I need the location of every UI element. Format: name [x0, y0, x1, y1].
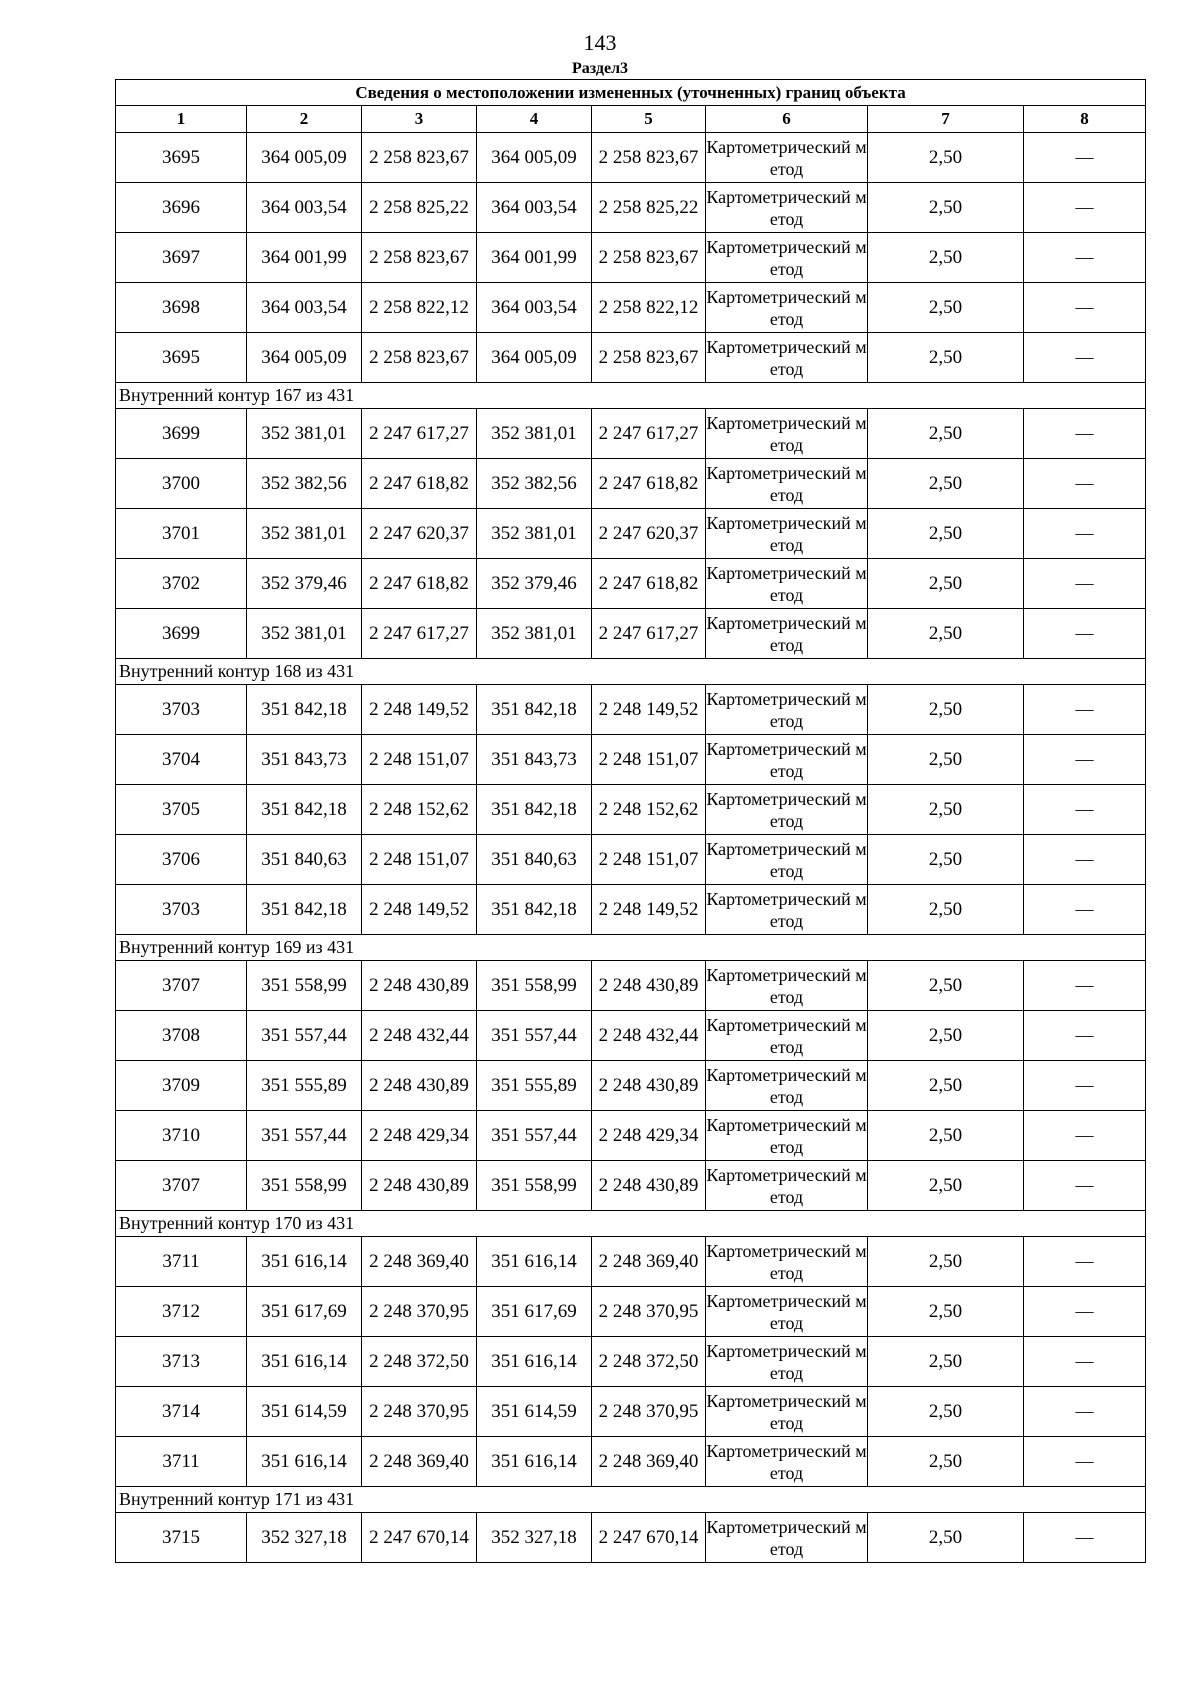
contour-header-row	[116, 1487, 1146, 1513]
point-number-cell: 3703	[116, 685, 247, 735]
point-number-cell: 3696	[116, 183, 247, 233]
accuracy-value-cell: 2,50	[868, 1437, 1024, 1487]
section-title: Раздел3	[571, 60, 629, 77]
column-header: 4	[477, 106, 592, 133]
point-number-cell: 3712	[116, 1287, 247, 1337]
accuracy-value-cell: 2,50	[868, 459, 1024, 509]
accuracy-value-cell: 2,50	[868, 409, 1024, 459]
x-coordinate-cell: 351 558,99	[247, 1161, 362, 1211]
y-coordinate-cell: 2 248 370,95	[362, 1287, 477, 1337]
table-row	[116, 1287, 1146, 1337]
point-number-cell: 3714	[116, 1387, 247, 1437]
x-coordinate-cell: 351 616,14	[247, 1437, 362, 1487]
table-row	[116, 333, 1146, 383]
y-coordinate-refined-cell: 2 248 149,52	[592, 885, 706, 935]
x-coordinate-cell: 352 381,01	[247, 509, 362, 559]
y-coordinate-cell: 2 248 149,52	[362, 685, 477, 735]
description-cell: —	[1024, 785, 1146, 835]
y-coordinate-refined-cell: 2 247 617,27	[592, 609, 706, 659]
x-coordinate-refined-cell: 364 005,09	[477, 133, 592, 183]
y-coordinate-cell: 2 248 370,95	[362, 1387, 477, 1437]
determination-method-cell: Картометрический метод	[706, 1387, 868, 1437]
table-row	[116, 835, 1146, 885]
description-cell: —	[1024, 333, 1146, 383]
y-coordinate-refined-cell: 2 248 370,95	[592, 1387, 706, 1437]
contour-label: Внутренний контур 169 из 431	[116, 935, 1146, 961]
accuracy-value-cell: 2,50	[868, 885, 1024, 935]
point-number-cell: 3699	[116, 409, 247, 459]
description-cell: —	[1024, 1387, 1146, 1437]
x-coordinate-cell: 352 327,18	[247, 1513, 362, 1563]
table-row	[116, 735, 1146, 785]
table-row	[116, 1111, 1146, 1161]
determination-method-cell: Картометрический метод	[706, 283, 868, 333]
y-coordinate-refined-cell: 2 258 823,67	[592, 333, 706, 383]
table-row	[116, 1387, 1146, 1437]
column-header: 7	[868, 106, 1024, 133]
table-row	[116, 1337, 1146, 1387]
description-cell: —	[1024, 685, 1146, 735]
accuracy-value-cell: 2,50	[868, 1161, 1024, 1211]
x-coordinate-cell: 351 616,14	[247, 1337, 362, 1387]
determination-method-cell: Картометрический метод	[706, 1513, 868, 1563]
description-cell: —	[1024, 1287, 1146, 1337]
y-coordinate-refined-cell: 2 247 620,37	[592, 509, 706, 559]
determination-method-cell: Картометрический метод	[706, 1237, 868, 1287]
determination-method-cell: Картометрический метод	[706, 459, 868, 509]
description-cell: —	[1024, 233, 1146, 283]
y-coordinate-cell: 2 248 430,89	[362, 961, 477, 1011]
accuracy-value-cell: 2,50	[868, 961, 1024, 1011]
x-coordinate-refined-cell: 351 843,73	[477, 735, 592, 785]
description-cell: —	[1024, 1437, 1146, 1487]
table-row	[116, 409, 1146, 459]
y-coordinate-refined-cell: 2 248 430,89	[592, 961, 706, 1011]
y-coordinate-cell: 2 248 149,52	[362, 885, 477, 935]
determination-method-cell: Картометрический метод	[706, 685, 868, 735]
y-coordinate-cell: 2 248 372,50	[362, 1337, 477, 1387]
determination-method-cell: Картометрический метод	[706, 133, 868, 183]
contour-label: Внутренний контур 170 из 431	[116, 1211, 1146, 1237]
x-coordinate-refined-cell: 364 003,54	[477, 283, 592, 333]
point-number-cell: 3697	[116, 233, 247, 283]
determination-method-cell: Картометрический метод	[706, 1437, 868, 1487]
x-coordinate-refined-cell: 351 842,18	[477, 785, 592, 835]
x-coordinate-cell: 351 558,99	[247, 961, 362, 1011]
x-coordinate-refined-cell: 364 001,99	[477, 233, 592, 283]
page-number: 143	[583, 30, 617, 55]
point-number-cell: 3700	[116, 459, 247, 509]
point-number-cell: 3710	[116, 1111, 247, 1161]
table-body	[116, 133, 1146, 1563]
x-coordinate-cell: 351 842,18	[247, 885, 362, 935]
description-cell: —	[1024, 559, 1146, 609]
x-coordinate-refined-cell: 351 558,99	[477, 1161, 592, 1211]
x-coordinate-cell: 351 840,63	[247, 835, 362, 885]
point-number-cell: 3707	[116, 1161, 247, 1211]
x-coordinate-refined-cell: 351 842,18	[477, 685, 592, 735]
y-coordinate-refined-cell: 2 248 430,89	[592, 1061, 706, 1111]
y-coordinate-cell: 2 248 430,89	[362, 1161, 477, 1211]
y-coordinate-cell: 2 248 430,89	[362, 1061, 477, 1111]
description-cell: —	[1024, 609, 1146, 659]
point-number-cell: 3713	[116, 1337, 247, 1387]
point-number-cell: 3703	[116, 885, 247, 935]
x-coordinate-cell: 352 381,01	[247, 609, 362, 659]
x-coordinate-cell: 364 003,54	[247, 183, 362, 233]
accuracy-value-cell: 2,50	[868, 1061, 1024, 1111]
y-coordinate-cell: 2 247 618,82	[362, 559, 477, 609]
determination-method-cell: Картометрический метод	[706, 1061, 868, 1111]
x-coordinate-refined-cell: 351 557,44	[477, 1011, 592, 1061]
x-coordinate-cell: 351 555,89	[247, 1061, 362, 1111]
contour-label: Внутренний контур 167 из 431	[116, 383, 1146, 409]
y-coordinate-cell: 2 247 620,37	[362, 509, 477, 559]
contour-label: Внутренний контур 171 из 431	[116, 1487, 1146, 1513]
description-cell: —	[1024, 1011, 1146, 1061]
column-number-row	[116, 106, 1146, 133]
description-cell: —	[1024, 1237, 1146, 1287]
determination-method-cell: Картометрический метод	[706, 961, 868, 1011]
x-coordinate-cell: 364 005,09	[247, 133, 362, 183]
y-coordinate-cell: 2 258 823,67	[362, 333, 477, 383]
determination-method-cell: Картометрический метод	[706, 183, 868, 233]
column-header: 2	[247, 106, 362, 133]
accuracy-value-cell: 2,50	[868, 609, 1024, 659]
table-row	[116, 233, 1146, 283]
determination-method-cell: Картометрический метод	[706, 785, 868, 835]
x-coordinate-refined-cell: 351 840,63	[477, 835, 592, 885]
determination-method-cell: Картометрический метод	[706, 835, 868, 885]
column-header: 5	[592, 106, 706, 133]
table-row	[116, 1437, 1146, 1487]
point-number-cell: 3698	[116, 283, 247, 333]
description-cell: —	[1024, 459, 1146, 509]
accuracy-value-cell: 2,50	[868, 1237, 1024, 1287]
point-number-cell: 3695	[116, 333, 247, 383]
x-coordinate-refined-cell: 352 327,18	[477, 1513, 592, 1563]
determination-method-cell: Картометрический метод	[706, 735, 868, 785]
y-coordinate-refined-cell: 2 247 618,82	[592, 559, 706, 609]
contour-header-row	[116, 383, 1146, 409]
determination-method-cell: Картометрический метод	[706, 233, 868, 283]
y-coordinate-refined-cell: 2 247 618,82	[592, 459, 706, 509]
column-header: 3	[362, 106, 477, 133]
description-cell: —	[1024, 1161, 1146, 1211]
table-row	[116, 133, 1146, 183]
column-header: 6	[706, 106, 868, 133]
x-coordinate-refined-cell: 351 614,59	[477, 1387, 592, 1437]
y-coordinate-refined-cell: 2 248 372,50	[592, 1337, 706, 1387]
y-coordinate-refined-cell: 2 248 369,40	[592, 1237, 706, 1287]
y-coordinate-refined-cell: 2 248 430,89	[592, 1161, 706, 1211]
x-coordinate-cell: 364 003,54	[247, 283, 362, 333]
y-coordinate-cell: 2 258 823,67	[362, 233, 477, 283]
accuracy-value-cell: 2,50	[868, 1337, 1024, 1387]
x-coordinate-refined-cell: 352 381,01	[477, 509, 592, 559]
determination-method-cell: Картометрический метод	[706, 333, 868, 383]
table-title: Сведения о местоположении измененных (уточненных) границ объекта	[116, 80, 1146, 106]
y-coordinate-refined-cell: 2 248 151,07	[592, 835, 706, 885]
x-coordinate-refined-cell: 351 557,44	[477, 1111, 592, 1161]
y-coordinate-refined-cell: 2 258 823,67	[592, 233, 706, 283]
description-cell: —	[1024, 1337, 1146, 1387]
accuracy-value-cell: 2,50	[868, 133, 1024, 183]
column-header: 8	[1024, 106, 1146, 133]
determination-method-cell: Картометрический метод	[706, 609, 868, 659]
x-coordinate-cell: 352 381,01	[247, 409, 362, 459]
accuracy-value-cell: 2,50	[868, 333, 1024, 383]
x-coordinate-refined-cell: 351 616,14	[477, 1437, 592, 1487]
y-coordinate-cell: 2 247 617,27	[362, 609, 477, 659]
table-row	[116, 785, 1146, 835]
x-coordinate-cell: 351 617,69	[247, 1287, 362, 1337]
description-cell: —	[1024, 509, 1146, 559]
y-coordinate-cell: 2 247 618,82	[362, 459, 477, 509]
y-coordinate-refined-cell: 2 247 617,27	[592, 409, 706, 459]
y-coordinate-refined-cell: 2 258 822,12	[592, 283, 706, 333]
determination-method-cell: Картометрический метод	[706, 509, 868, 559]
x-coordinate-cell: 351 843,73	[247, 735, 362, 785]
table-row	[116, 685, 1146, 735]
table-row	[116, 885, 1146, 935]
x-coordinate-cell: 352 382,56	[247, 459, 362, 509]
x-coordinate-cell: 352 379,46	[247, 559, 362, 609]
point-number-cell: 3705	[116, 785, 247, 835]
point-number-cell: 3707	[116, 961, 247, 1011]
accuracy-value-cell: 2,50	[868, 1287, 1024, 1337]
x-coordinate-cell: 351 616,14	[247, 1237, 362, 1287]
table-row	[116, 183, 1146, 233]
point-number-cell: 3711	[116, 1437, 247, 1487]
y-coordinate-cell: 2 248 369,40	[362, 1237, 477, 1287]
x-coordinate-refined-cell: 352 382,56	[477, 459, 592, 509]
x-coordinate-cell: 351 842,18	[247, 785, 362, 835]
description-cell: —	[1024, 885, 1146, 935]
description-cell: —	[1024, 835, 1146, 885]
point-number-cell: 3711	[116, 1237, 247, 1287]
accuracy-value-cell: 2,50	[868, 559, 1024, 609]
contour-header-row	[116, 659, 1146, 685]
point-number-cell: 3709	[116, 1061, 247, 1111]
accuracy-value-cell: 2,50	[868, 735, 1024, 785]
y-coordinate-cell: 2 248 152,62	[362, 785, 477, 835]
table-row	[116, 283, 1146, 333]
y-coordinate-refined-cell: 2 248 151,07	[592, 735, 706, 785]
x-coordinate-cell: 351 842,18	[247, 685, 362, 735]
point-number-cell: 3704	[116, 735, 247, 785]
y-coordinate-refined-cell: 2 248 432,44	[592, 1011, 706, 1061]
y-coordinate-cell: 2 248 151,07	[362, 835, 477, 885]
description-cell: —	[1024, 1061, 1146, 1111]
y-coordinate-refined-cell: 2 258 825,22	[592, 183, 706, 233]
table-row	[116, 1237, 1146, 1287]
x-coordinate-cell: 364 005,09	[247, 333, 362, 383]
determination-method-cell: Картометрический метод	[706, 409, 868, 459]
y-coordinate-cell: 2 248 369,40	[362, 1437, 477, 1487]
x-coordinate-refined-cell: 351 616,14	[477, 1337, 592, 1387]
determination-method-cell: Картометрический метод	[706, 1337, 868, 1387]
table-row	[116, 1061, 1146, 1111]
point-number-cell: 3708	[116, 1011, 247, 1061]
y-coordinate-cell: 2 247 617,27	[362, 409, 477, 459]
description-cell: —	[1024, 133, 1146, 183]
contour-label: Внутренний контур 168 из 431	[116, 659, 1146, 685]
point-number-cell: 3706	[116, 835, 247, 885]
table-row	[116, 509, 1146, 559]
point-number-cell: 3701	[116, 509, 247, 559]
point-number-cell: 3702	[116, 559, 247, 609]
accuracy-value-cell: 2,50	[868, 1513, 1024, 1563]
y-coordinate-cell: 2 258 823,67	[362, 133, 477, 183]
y-coordinate-refined-cell: 2 248 370,95	[592, 1287, 706, 1337]
x-coordinate-refined-cell: 351 555,89	[477, 1061, 592, 1111]
table-row	[116, 559, 1146, 609]
accuracy-value-cell: 2,50	[868, 1111, 1024, 1161]
x-coordinate-refined-cell: 352 381,01	[477, 609, 592, 659]
description-cell: —	[1024, 409, 1146, 459]
x-coordinate-refined-cell: 351 617,69	[477, 1287, 592, 1337]
point-number-cell: 3699	[116, 609, 247, 659]
x-coordinate-refined-cell: 364 005,09	[477, 333, 592, 383]
determination-method-cell: Картометрический метод	[706, 1111, 868, 1161]
determination-method-cell: Картометрический метод	[706, 1161, 868, 1211]
column-header: 1	[116, 106, 247, 133]
y-coordinate-refined-cell: 2 248 429,34	[592, 1111, 706, 1161]
x-coordinate-cell: 364 001,99	[247, 233, 362, 283]
y-coordinate-cell: 2 248 432,44	[362, 1011, 477, 1061]
accuracy-value-cell: 2,50	[868, 835, 1024, 885]
accuracy-value-cell: 2,50	[868, 785, 1024, 835]
y-coordinate-refined-cell: 2 248 369,40	[592, 1437, 706, 1487]
description-cell: —	[1024, 283, 1146, 333]
description-cell: —	[1024, 961, 1146, 1011]
y-coordinate-refined-cell: 2 247 670,14	[592, 1513, 706, 1563]
accuracy-value-cell: 2,50	[868, 233, 1024, 283]
determination-method-cell: Картометрический метод	[706, 885, 868, 935]
determination-method-cell: Картометрический метод	[706, 1011, 868, 1061]
determination-method-cell: Картометрический метод	[706, 559, 868, 609]
table-row	[116, 1011, 1146, 1061]
accuracy-value-cell: 2,50	[868, 283, 1024, 333]
y-coordinate-refined-cell: 2 258 823,67	[592, 133, 706, 183]
y-coordinate-cell: 2 258 822,12	[362, 283, 477, 333]
boundary-coordinates-table	[115, 79, 1146, 1563]
table-row	[116, 1161, 1146, 1211]
contour-header-row	[116, 1211, 1146, 1237]
description-cell: —	[1024, 183, 1146, 233]
accuracy-value-cell: 2,50	[868, 1011, 1024, 1061]
y-coordinate-refined-cell: 2 248 149,52	[592, 685, 706, 735]
accuracy-value-cell: 2,50	[868, 183, 1024, 233]
y-coordinate-cell: 2 247 670,14	[362, 1513, 477, 1563]
accuracy-value-cell: 2,50	[868, 685, 1024, 735]
point-number-cell: 3695	[116, 133, 247, 183]
x-coordinate-refined-cell: 364 003,54	[477, 183, 592, 233]
table-row	[116, 961, 1146, 1011]
x-coordinate-refined-cell: 351 842,18	[477, 885, 592, 935]
table-row	[116, 1513, 1146, 1563]
y-coordinate-cell: 2 248 151,07	[362, 735, 477, 785]
x-coordinate-refined-cell: 351 558,99	[477, 961, 592, 1011]
description-cell: —	[1024, 1513, 1146, 1563]
accuracy-value-cell: 2,50	[868, 1387, 1024, 1437]
table-row	[116, 609, 1146, 659]
contour-header-row	[116, 935, 1146, 961]
table-row	[116, 459, 1146, 509]
y-coordinate-cell: 2 248 429,34	[362, 1111, 477, 1161]
x-coordinate-refined-cell: 351 616,14	[477, 1237, 592, 1287]
x-coordinate-cell: 351 614,59	[247, 1387, 362, 1437]
point-number-cell: 3715	[116, 1513, 247, 1563]
x-coordinate-cell: 351 557,44	[247, 1111, 362, 1161]
determination-method-cell: Картометрический метод	[706, 1287, 868, 1337]
x-coordinate-refined-cell: 352 379,46	[477, 559, 592, 609]
x-coordinate-cell: 351 557,44	[247, 1011, 362, 1061]
y-coordinate-refined-cell: 2 248 152,62	[592, 785, 706, 835]
description-cell: —	[1024, 735, 1146, 785]
x-coordinate-refined-cell: 352 381,01	[477, 409, 592, 459]
y-coordinate-cell: 2 258 825,22	[362, 183, 477, 233]
description-cell: —	[1024, 1111, 1146, 1161]
accuracy-value-cell: 2,50	[868, 509, 1024, 559]
